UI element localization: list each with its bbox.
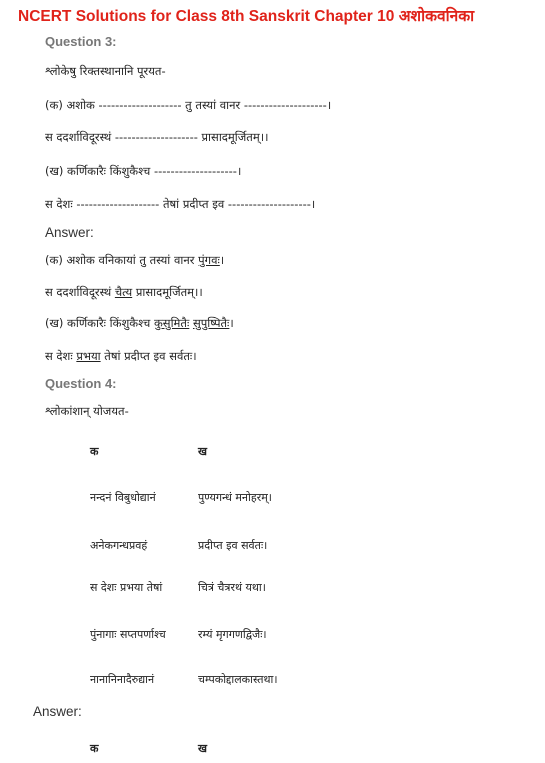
- row-2-column-b: प्रदीप्त इव सर्वतः।: [198, 539, 268, 552]
- question-3-line-1: (क) अशोक -------------------- तु तस्यां वानर --------------------।: [45, 98, 332, 112]
- answer-3-line-3-end: ।: [229, 316, 234, 330]
- row-1-column-a: नन्दनं विबुधोद्यानं: [90, 491, 156, 504]
- answer-3-line-2: [45, 285, 203, 300]
- answer-3-line-1: [45, 253, 224, 268]
- question-3-line-2: स ददर्शाविदूरस्थं -------------------- प्रासादमूर्जितम्।।: [45, 130, 269, 144]
- question-4-instruction: श्लोकांशान् योजयत-: [45, 404, 129, 418]
- answer-column-b-header: ख: [198, 742, 207, 755]
- answer-3-line-2-end: प्रासादमूर्जितम्।।: [132, 285, 203, 299]
- answer-3-line-3-fill-1: कुसुमितैः: [153, 316, 190, 330]
- answer-3-line-4-fill: प्रभया: [76, 349, 101, 363]
- page-title: NCERT Solutions for Class 8th Sanskrit Chapter 10 अशोकवनिका: [18, 8, 475, 25]
- row-4-column-b: रम्यं मृगगणद्विजैः।: [198, 628, 267, 641]
- answer-3-line-4-text: स देशः: [45, 349, 77, 363]
- answer-3-line-4: [45, 349, 197, 364]
- answer-3-line-2-fill: चैत्य: [114, 285, 133, 299]
- row-5-column-b: चम्पकोद्दालकास्तथा।: [198, 673, 278, 686]
- question-3-line-4: स देशः -------------------- तेषां प्रदीप्त इव --------------------।: [45, 197, 316, 211]
- answer-3-line-1-fill: पुंगवः: [198, 253, 220, 267]
- answer-3-line-3-fill-2: सुपुष्पितैः: [192, 316, 230, 330]
- column-b-header: ख: [198, 445, 207, 458]
- answer-3-label: Answer:: [45, 225, 94, 240]
- answer-3-line-2-text: स ददर्शाविदूरस्थं: [45, 285, 115, 299]
- row-4-column-a: पुंनागाः सप्तपर्णाश्च: [90, 628, 166, 641]
- row-1-column-b: पुण्यगन्धं मनोहरम्।: [198, 491, 272, 504]
- answer-3-line-3-text: (ख) कर्णिकारैः किंशुकैश्च: [45, 316, 154, 330]
- answer-3-line-4-end: तेषां प्रदीप्त इव सर्वतः।: [100, 349, 197, 363]
- row-3-column-b: चित्रं चैत्ररथं यथा।: [198, 581, 266, 594]
- question-3-line-3: (ख) कर्णिकारैः किंशुकैश्च --------------------।: [45, 164, 242, 178]
- question-3-instruction: श्लोकेषु रिक्तस्थानानि पूरयत-: [45, 64, 166, 78]
- answer-column-a-header: क: [90, 742, 99, 755]
- question-3-label: Question 3:: [45, 34, 117, 49]
- row-3-column-a: स देशः प्रभया तेषां: [90, 581, 163, 594]
- answer-3-line-1-text: (क) अशोक वनिकायां तु तस्यां वानर: [45, 253, 199, 267]
- row-2-column-a: अनेकगन्धप्रवहं: [90, 539, 148, 552]
- answer-3-line-3: [45, 316, 234, 331]
- row-5-column-a: नानानिनादैरुद्यानं: [90, 673, 155, 686]
- question-4-label: Question 4:: [45, 376, 117, 391]
- answer-3-line-1-end: ।: [219, 253, 225, 267]
- answer-4-label: Answer:: [33, 704, 82, 719]
- column-a-header: क: [90, 445, 99, 458]
